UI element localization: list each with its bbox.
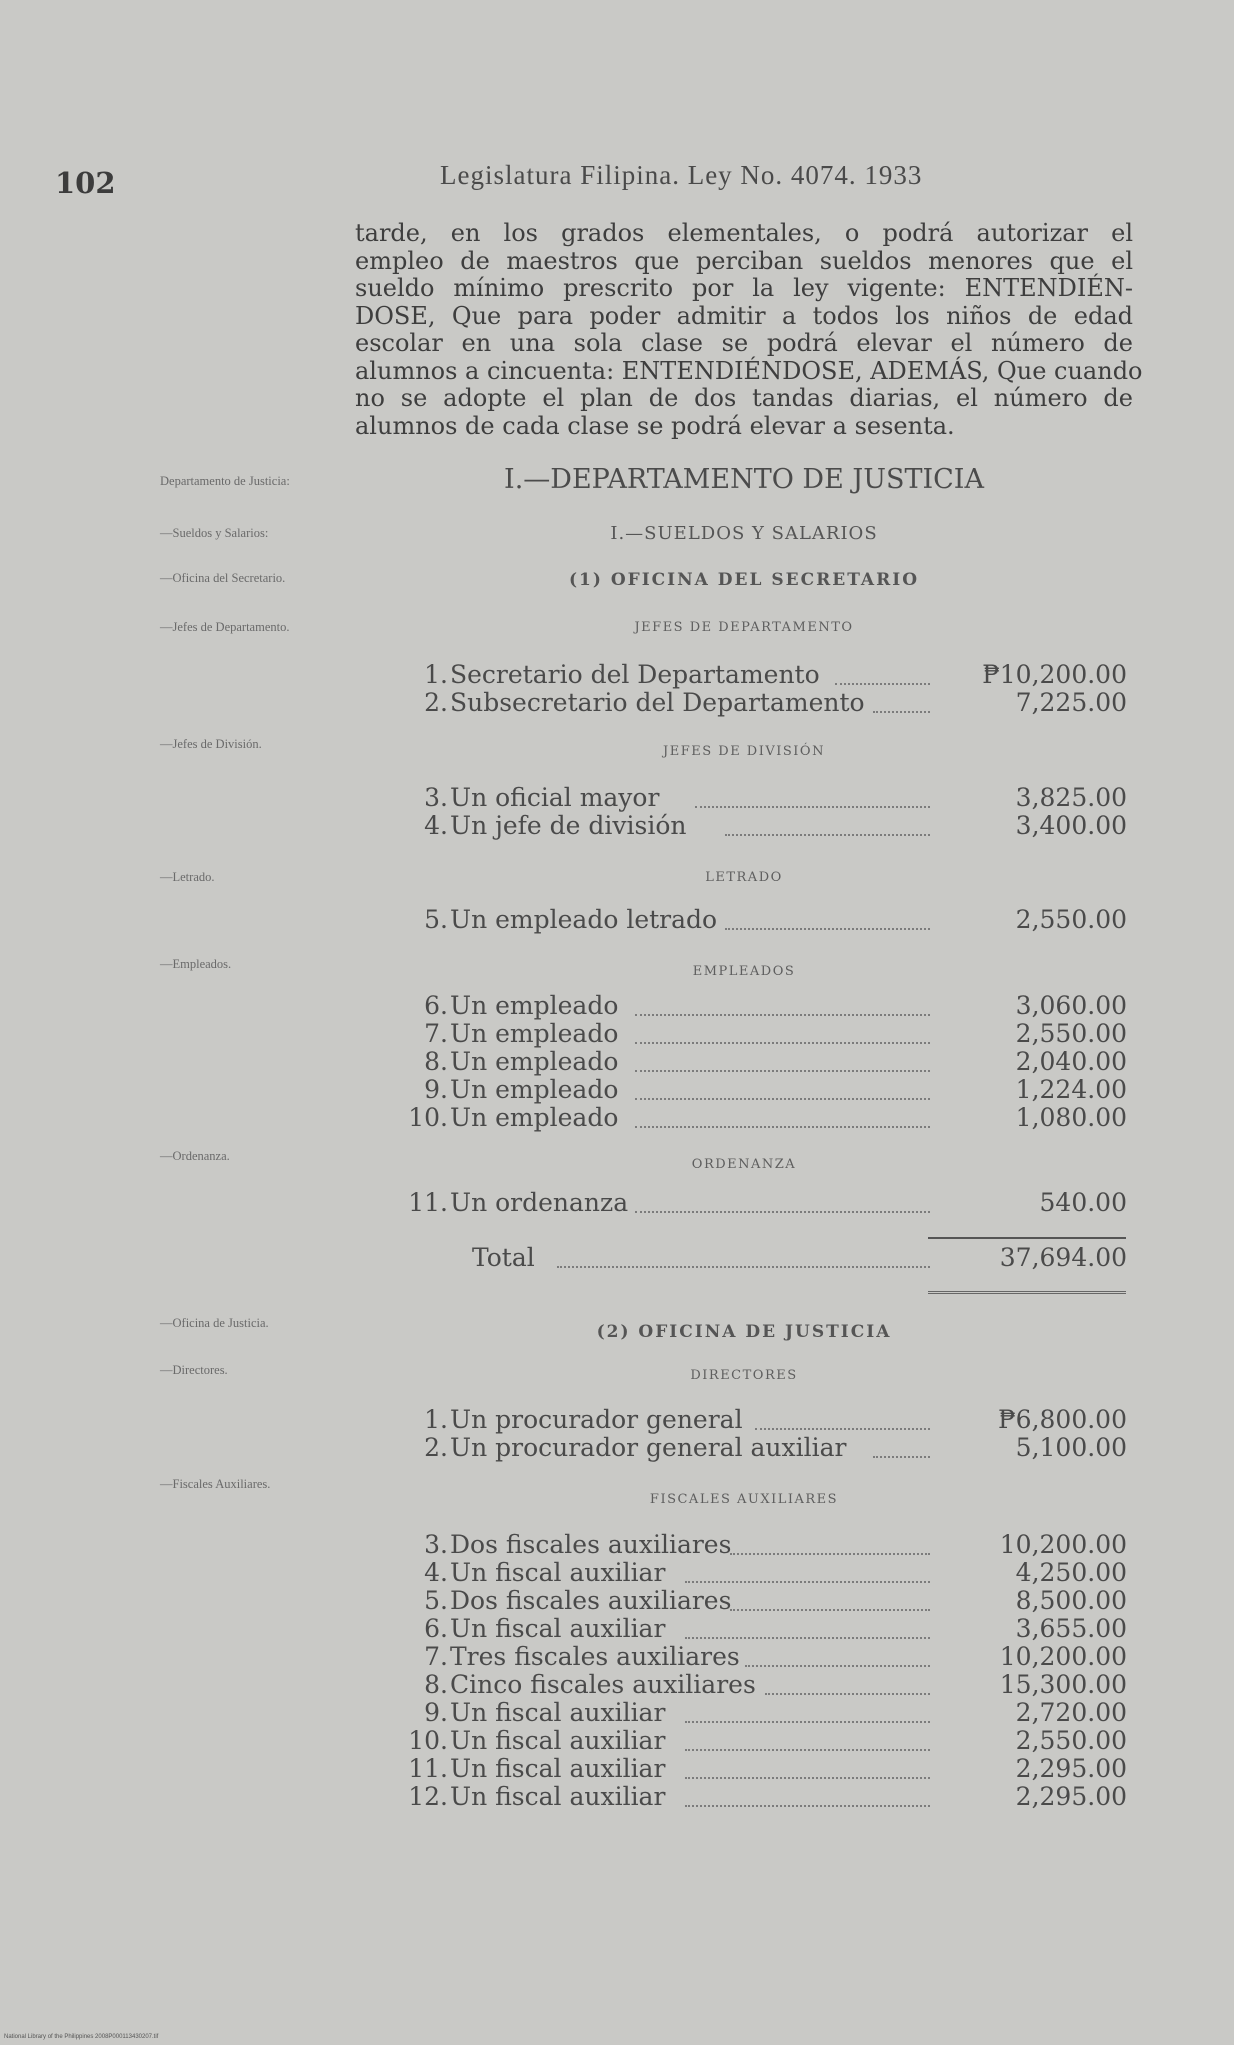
item-number: 8. bbox=[424, 1670, 448, 1699]
item-number: 5. bbox=[424, 905, 448, 934]
item-description: Un fiscal auxiliar bbox=[450, 1698, 666, 1727]
item-number: 12. bbox=[408, 1782, 448, 1811]
intro-line: alumnos a cincuenta: ENTENDIÉNDOSE, ADEMÁS, Que cuando bbox=[355, 356, 1143, 385]
margin-note: —Oficina de Justicia. bbox=[160, 1316, 269, 1330]
section-title: I.—DEPARTAMENTO DE JUSTICIA bbox=[504, 464, 984, 495]
item-description: Un procurador general auxiliar bbox=[450, 1433, 847, 1462]
item-description: Un empleado bbox=[450, 1047, 619, 1076]
item-amount: 15,300.00 bbox=[999, 1670, 1127, 1699]
item-description: Dos fiscales auxiliares bbox=[450, 1530, 732, 1559]
item-description: Un fiscal auxiliar bbox=[450, 1558, 666, 1587]
item-number: 5. bbox=[424, 1586, 448, 1615]
table-row bbox=[395, 1643, 1130, 1671]
table-row bbox=[395, 689, 1130, 717]
dot-leader bbox=[730, 1543, 930, 1555]
intro-line: sueldo mínimo prescrito por la ley vigente: ENTENDIÉN- bbox=[355, 274, 1133, 302]
dot-leader bbox=[695, 796, 930, 808]
table-row bbox=[395, 812, 1130, 840]
margin-note: —Empleados. bbox=[160, 957, 232, 971]
dot-leader bbox=[725, 824, 930, 836]
dot-leader bbox=[873, 701, 930, 713]
item-amount: 3,400.00 bbox=[1015, 811, 1127, 840]
dot-leader bbox=[635, 1201, 930, 1213]
dot-leader bbox=[685, 1627, 930, 1639]
margin-note: —Sueldos y Salarios: bbox=[160, 526, 269, 540]
item-description: Un procurador general bbox=[450, 1405, 743, 1434]
dot-leader bbox=[685, 1571, 930, 1583]
item-description: Un ordenanza bbox=[450, 1188, 629, 1217]
dot-leader bbox=[685, 1711, 930, 1723]
category-heading: JEFES DE DEPARTAMENTO bbox=[634, 620, 854, 635]
item-description: Un empleado bbox=[450, 991, 619, 1020]
running-title: Legislatura Filipina. Ley No. 4074. 1933 bbox=[440, 160, 923, 190]
item-amount: 2,720.00 bbox=[1015, 1698, 1127, 1727]
section-subtitle: I.—SUELDOS Y SALARIOS bbox=[610, 523, 878, 544]
table-row bbox=[395, 1615, 1130, 1643]
table-row bbox=[395, 1048, 1130, 1076]
table-row bbox=[395, 1434, 1130, 1462]
dot-leader bbox=[685, 1795, 930, 1807]
item-description: Cinco fiscales auxiliares bbox=[450, 1670, 756, 1699]
margin-note: —Jefes de División. bbox=[160, 737, 262, 751]
intro-line: alumnos de cada clase se podrá elevar a sesenta. bbox=[355, 411, 955, 440]
dot-leader bbox=[635, 1088, 930, 1100]
item-description: Un empleado bbox=[450, 1019, 619, 1048]
item-description: Un empleado letrado bbox=[450, 905, 718, 934]
item-number: 6. bbox=[424, 1614, 448, 1643]
item-description: Secretario del Departamento bbox=[450, 660, 820, 689]
table-row bbox=[395, 1699, 1130, 1727]
item-description: Un empleado bbox=[450, 1075, 619, 1104]
item-number: 7. bbox=[424, 1019, 448, 1048]
table-row bbox=[395, 992, 1130, 1020]
dot-leader bbox=[635, 1004, 930, 1016]
item-amount: 4,250.00 bbox=[1015, 1558, 1127, 1587]
table-row bbox=[395, 1531, 1130, 1559]
item-amount: ₱6,800.00 bbox=[998, 1405, 1127, 1434]
intro-line: escolar en una sola clase se podrá elevar el número de bbox=[355, 329, 1133, 357]
item-number: 10. bbox=[408, 1726, 448, 1755]
item-amount: 3,060.00 bbox=[1015, 991, 1127, 1020]
item-amount: 3,825.00 bbox=[1015, 783, 1127, 812]
margin-note: Departamento de Justicia: bbox=[160, 474, 290, 488]
item-amount: 2,295.00 bbox=[1015, 1782, 1127, 1811]
item-number: 9. bbox=[424, 1698, 448, 1727]
dot-leader bbox=[873, 1446, 930, 1458]
item-number: 11. bbox=[408, 1754, 448, 1783]
table-row bbox=[395, 1783, 1130, 1811]
total-label: Total bbox=[472, 1243, 535, 1272]
dot-leader bbox=[685, 1767, 930, 1779]
table-row bbox=[395, 906, 1130, 934]
table-row bbox=[395, 1587, 1130, 1615]
dot-leader bbox=[635, 1116, 930, 1128]
table-row bbox=[395, 1727, 1130, 1755]
dot-leader bbox=[635, 1060, 930, 1072]
item-description: Un fiscal auxiliar bbox=[450, 1754, 666, 1783]
item-number: 3. bbox=[424, 783, 448, 812]
table-row bbox=[395, 1189, 1130, 1217]
category-heading: EMPLEADOS bbox=[692, 964, 796, 979]
category-heading: ORDENANZA bbox=[691, 1157, 797, 1172]
scan-footer: National Library of the Philippines 2008P000113430207.tif bbox=[4, 2034, 159, 2040]
item-description: Un oficial mayor bbox=[450, 783, 660, 812]
margin-note: —Oficina del Secretario. bbox=[160, 571, 286, 585]
dot-leader bbox=[725, 918, 930, 930]
table-row bbox=[395, 784, 1130, 812]
table-row bbox=[395, 1755, 1130, 1783]
item-number: 3. bbox=[424, 1530, 448, 1559]
item-amount: ₱10,200.00 bbox=[982, 660, 1127, 689]
intro-line: no se adopte el plan de dos tandas diarias, el número de bbox=[355, 384, 1133, 412]
margin-note: —Jefes de Departamento. bbox=[160, 620, 290, 634]
table-row bbox=[395, 1671, 1130, 1699]
intro-line: DOSE, Que para poder admitir a todos los niños de edad bbox=[355, 301, 1133, 330]
item-amount: 7,225.00 bbox=[1015, 688, 1127, 717]
table-row bbox=[395, 1076, 1130, 1104]
item-amount: 1,080.00 bbox=[1015, 1103, 1127, 1132]
item-amount: 10,200.00 bbox=[999, 1642, 1127, 1671]
category-heading: LETRADO bbox=[705, 870, 783, 885]
category-heading: JEFES DE DIVISIÓN bbox=[663, 744, 825, 759]
item-amount: 2,550.00 bbox=[1015, 1019, 1127, 1048]
margin-note: —Directores. bbox=[160, 1363, 228, 1377]
dot-leader bbox=[635, 1032, 930, 1044]
item-number: 7. bbox=[424, 1642, 448, 1671]
intro-paragraph bbox=[355, 219, 1143, 440]
margin-note: —Fiscales Auxiliares. bbox=[160, 1477, 271, 1491]
item-amount: 2,040.00 bbox=[1015, 1047, 1127, 1076]
item-amount: 5,100.00 bbox=[1015, 1433, 1127, 1462]
item-amount: 540.00 bbox=[1039, 1188, 1127, 1217]
margin-note: —Letrado. bbox=[160, 870, 215, 884]
item-description: Dos fiscales auxiliares bbox=[450, 1586, 732, 1615]
item-description: Subsecretario del Departamento bbox=[450, 688, 865, 717]
office-heading: (2) OFICINA DE JUSTICIA bbox=[596, 1322, 892, 1342]
table-row bbox=[395, 1104, 1130, 1132]
item-description: Tres fiscales auxiliares bbox=[450, 1642, 740, 1671]
item-description: Un fiscal auxiliar bbox=[450, 1614, 666, 1643]
table-row bbox=[395, 661, 1130, 689]
item-amount: 2,550.00 bbox=[1015, 1726, 1127, 1755]
item-number: 6. bbox=[424, 991, 448, 1020]
page-header bbox=[40, 150, 1140, 200]
category-heading: FISCALES AUXILIARES bbox=[649, 1492, 839, 1507]
table-row bbox=[395, 1406, 1130, 1434]
dot-leader bbox=[755, 1418, 930, 1430]
item-description: Un empleado bbox=[450, 1103, 619, 1132]
item-number: 10. bbox=[408, 1103, 448, 1132]
item-amount: 10,200.00 bbox=[999, 1530, 1127, 1559]
item-description: Un jefe de división bbox=[450, 811, 687, 840]
item-number: 4. bbox=[424, 1558, 448, 1587]
item-number: 1. bbox=[424, 660, 448, 689]
item-description: Un fiscal auxiliar bbox=[450, 1726, 666, 1755]
total-rule bbox=[928, 1237, 1126, 1239]
dot-leader bbox=[745, 1655, 930, 1667]
office-heading: (1) OFICINA DEL SECRETARIO bbox=[568, 570, 919, 590]
double-rule bbox=[928, 1291, 1126, 1298]
item-amount: 2,295.00 bbox=[1015, 1754, 1127, 1783]
item-number: 2. bbox=[424, 688, 448, 717]
dot-leader bbox=[730, 1599, 930, 1611]
item-number: 4. bbox=[424, 811, 448, 840]
item-number: 1. bbox=[424, 1405, 448, 1434]
page-number: 102 bbox=[55, 166, 116, 200]
table-row bbox=[395, 1020, 1130, 1048]
item-description: Un fiscal auxiliar bbox=[450, 1782, 666, 1811]
category-heading: DIRECTORES bbox=[690, 1368, 798, 1383]
dot-leader bbox=[835, 673, 930, 685]
item-number: 2. bbox=[424, 1433, 448, 1462]
intro-line: tarde, en los grados elementales, o podrá autorizar el bbox=[355, 219, 1133, 247]
item-number: 11. bbox=[408, 1188, 448, 1217]
dot-leader bbox=[765, 1683, 930, 1695]
total-row bbox=[395, 1244, 1130, 1272]
total-amount: 37,694.00 bbox=[999, 1243, 1127, 1272]
margin-note: —Ordenanza. bbox=[160, 1149, 230, 1163]
dot-leader bbox=[685, 1739, 930, 1751]
item-amount: 8,500.00 bbox=[1015, 1586, 1127, 1615]
item-amount: 1,224.00 bbox=[1015, 1075, 1127, 1104]
dot-leader bbox=[557, 1256, 930, 1268]
item-number: 9. bbox=[424, 1075, 448, 1104]
intro-line: empleo de maestros que perciban sueldos menores que el bbox=[355, 246, 1133, 275]
table-row bbox=[395, 1559, 1130, 1587]
item-amount: 2,550.00 bbox=[1015, 905, 1127, 934]
item-number: 8. bbox=[424, 1047, 448, 1076]
item-amount: 3,655.00 bbox=[1015, 1614, 1127, 1643]
